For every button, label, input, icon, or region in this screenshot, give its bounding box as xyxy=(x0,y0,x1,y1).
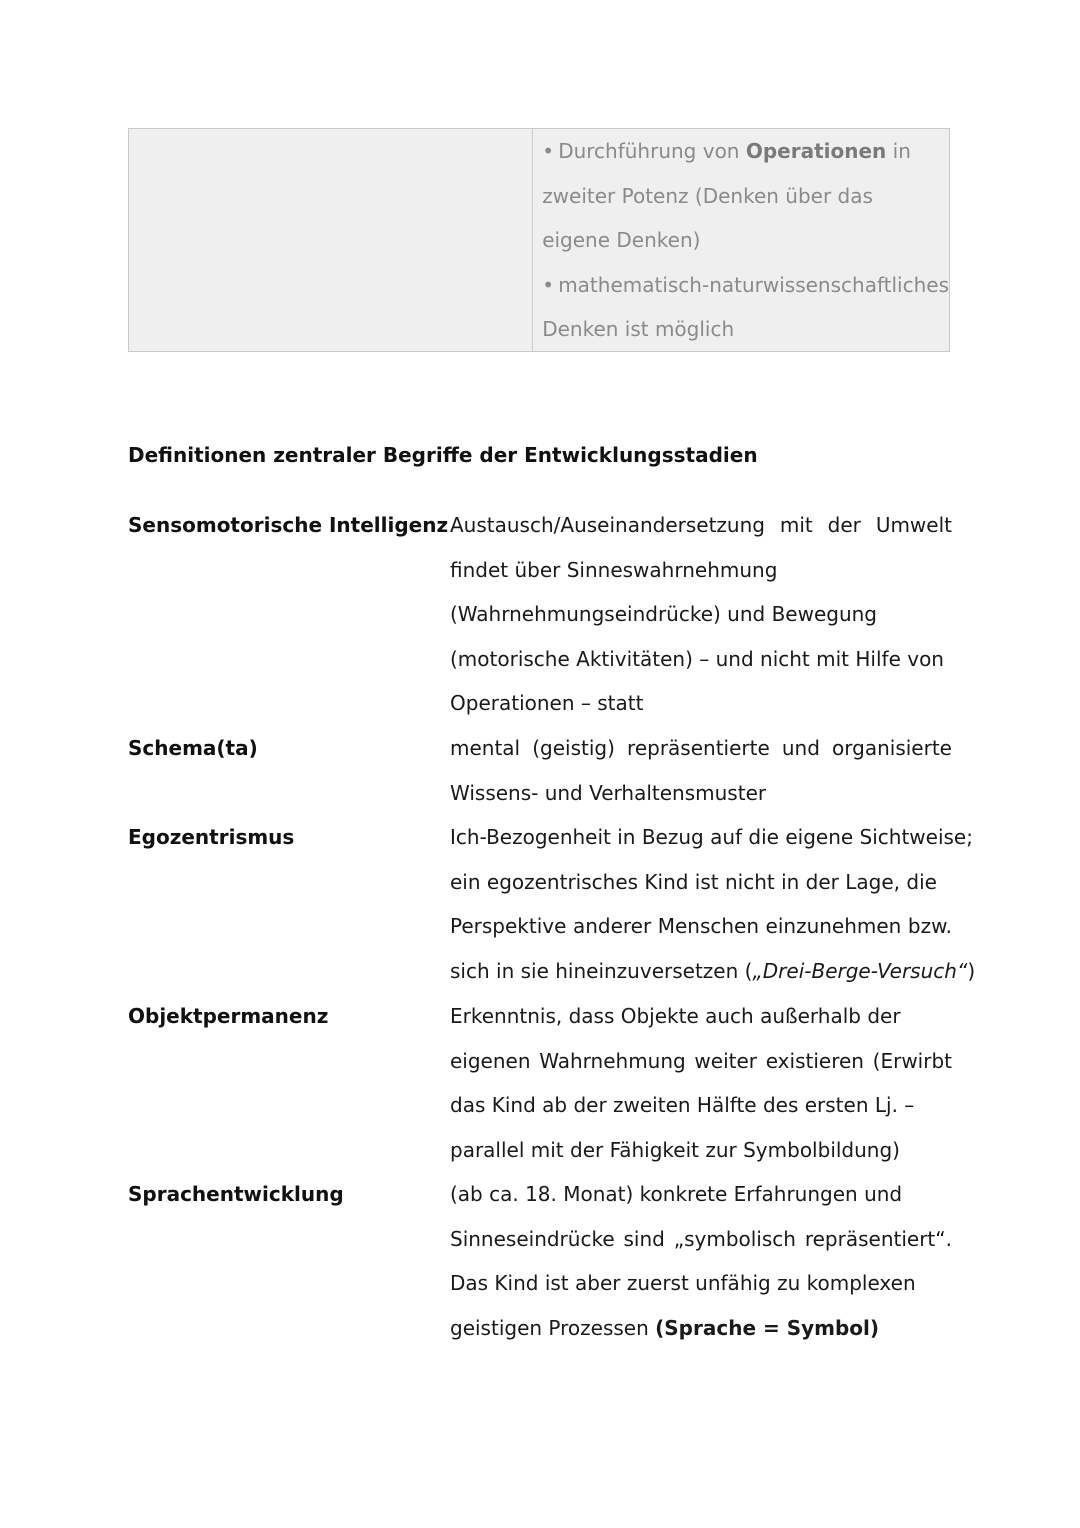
operationen-keyword: Operationen xyxy=(745,139,887,163)
definition-line: Sinneseindrücke sind „symbolisch repräsentiert“. xyxy=(450,1226,952,1251)
definition-line: (Wahrnehmungseindrücke) und Bewegung xyxy=(450,602,878,627)
definition-line: findet über Sinneswahrnehmung xyxy=(450,557,778,582)
sprache-symbol-emphasis: (Sprache = Symbol) xyxy=(655,1315,880,1340)
section-heading: Definitionen zentraler Begriffe der Entwicklungsstadien xyxy=(128,443,758,467)
definition-line: (motorische Aktivitäten) – und nicht mit Hilfe von xyxy=(450,646,944,671)
table-line-2: zweiter Potenz (Denken über das xyxy=(542,183,873,208)
table-cell-description xyxy=(533,129,949,351)
definition-line: parallel mit der Fähigkeit zur Symbolbildung) xyxy=(450,1137,900,1162)
bullet-icon: • xyxy=(542,272,554,297)
table-cell-empty xyxy=(129,129,533,351)
definition-schemata xyxy=(450,726,952,815)
definition-line: Ich-Bezogenheit in Bezug auf die eigene Sichtweise; xyxy=(450,825,973,849)
term-sprachentwicklung: Sprachentwicklung xyxy=(128,1182,344,1206)
definition-line: Erkenntnis, dass Objekte auch außerhalb der xyxy=(450,1004,901,1028)
table-line-4: • mathematisch-naturwissenschaftliches xyxy=(542,263,949,308)
definition-line: Wissens- und Verhaltensmuster xyxy=(450,780,767,805)
bullet-icon: • xyxy=(542,139,554,163)
term-sensomotorische-intelligenz: Sensomotorische Intelligenz xyxy=(128,513,449,537)
definition-egozentrismus xyxy=(450,815,976,993)
definition-line: das Kind ab der zweiten Hälfte des ersten Lj. – xyxy=(450,1093,915,1118)
table-line-5: Denken ist möglich xyxy=(542,317,735,342)
definition-line: ein egozentrisches Kind ist nicht in der Lage, die xyxy=(450,869,937,894)
definition-line: Austausch/Auseinandersetzung mit der Umwelt xyxy=(450,513,952,537)
drei-berge-versuch: „Drei-Berge-Versuch“ xyxy=(752,958,968,983)
definition-sprachentwicklung xyxy=(450,1172,952,1350)
definition-objektpermanenz xyxy=(450,994,952,1172)
definition-line: sich in sie hineinzuversetzen („Drei-Berge-Versuch“) xyxy=(450,958,976,983)
definition-line: (ab ca. 18. Monat) konkrete Erfahrungen und xyxy=(450,1182,903,1206)
definition-line: Operationen – statt xyxy=(450,691,644,716)
term-schemata: Schema(ta) xyxy=(128,736,258,760)
term-objektpermanenz: Objektpermanenz xyxy=(128,1004,329,1028)
definition-line: Perspektive anderer Menschen einzunehmen bzw. xyxy=(450,914,952,939)
stage-table-continuation xyxy=(128,128,950,352)
table-line-1: • Durchführung von Operationen in xyxy=(542,129,949,174)
definition-line: Das Kind ist aber zuerst unfähig zu komplexen xyxy=(450,1271,916,1296)
term-egozentrismus: Egozentrismus xyxy=(128,825,295,849)
definition-line: geistigen Prozessen (Sprache = Symbol) xyxy=(450,1315,880,1340)
definition-sensomotorische-intelligenz xyxy=(450,503,952,726)
definition-line: eigenen Wahrnehmung weiter existieren (Erwirbt xyxy=(450,1048,952,1073)
table-line-3: eigene Denken) xyxy=(542,228,701,253)
definition-line: mental (geistig) repräsentierte und organisierte xyxy=(450,736,952,760)
